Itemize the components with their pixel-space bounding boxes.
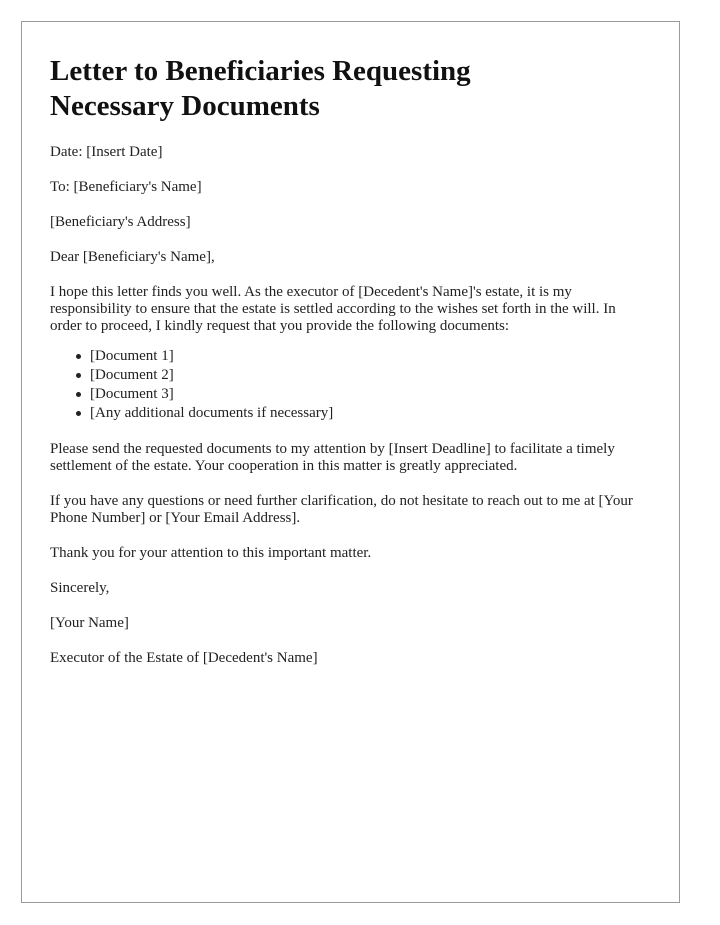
- intro-paragraph: I hope this letter finds you well. As the executor of [Decedent's Name]'s estate, it is my responsibility to ensure that the estate is settled according to the wishes set forth in the will. In order to proceed, I kindly request that you provide the following documents:: [50, 284, 616, 334]
- signature-name: [Your Name]: [50, 615, 129, 631]
- list-item: [Document 1]: [90, 347, 651, 366]
- thanks-paragraph: Thank you for your attention to this important matter.: [50, 545, 372, 561]
- signature-title: Executor of the Estate of [Decedent's Name]: [50, 650, 318, 666]
- date-line: Date: [Insert Date]: [50, 144, 163, 160]
- letter-title: Letter to Beneficiaries Requesting Necessary Documents: [50, 55, 471, 122]
- list-item: [Any additional documents if necessary]: [90, 404, 651, 423]
- deadline-paragraph: Please send the requested documents to my attention by [Insert Deadline] to facilitate a timely settlement of the estate. Your cooperation in this matter is greatly appreciated.: [50, 441, 615, 474]
- list-item: [Document 2]: [90, 366, 651, 385]
- contact-paragraph: If you have any questions or need further clarification, do not hesitate to reach out to me at [Your Phone Number] or [Your Email Address].: [50, 493, 633, 526]
- document-list: [50, 347, 651, 423]
- recipient-address: [Beneficiary's Address]: [50, 214, 191, 230]
- letter-page: [21, 21, 680, 903]
- recipient-line: To: [Beneficiary's Name]: [50, 179, 202, 195]
- list-item: [Document 3]: [90, 385, 651, 404]
- salutation: Dear [Beneficiary's Name],: [50, 249, 215, 265]
- closing: Sincerely,: [50, 580, 110, 596]
